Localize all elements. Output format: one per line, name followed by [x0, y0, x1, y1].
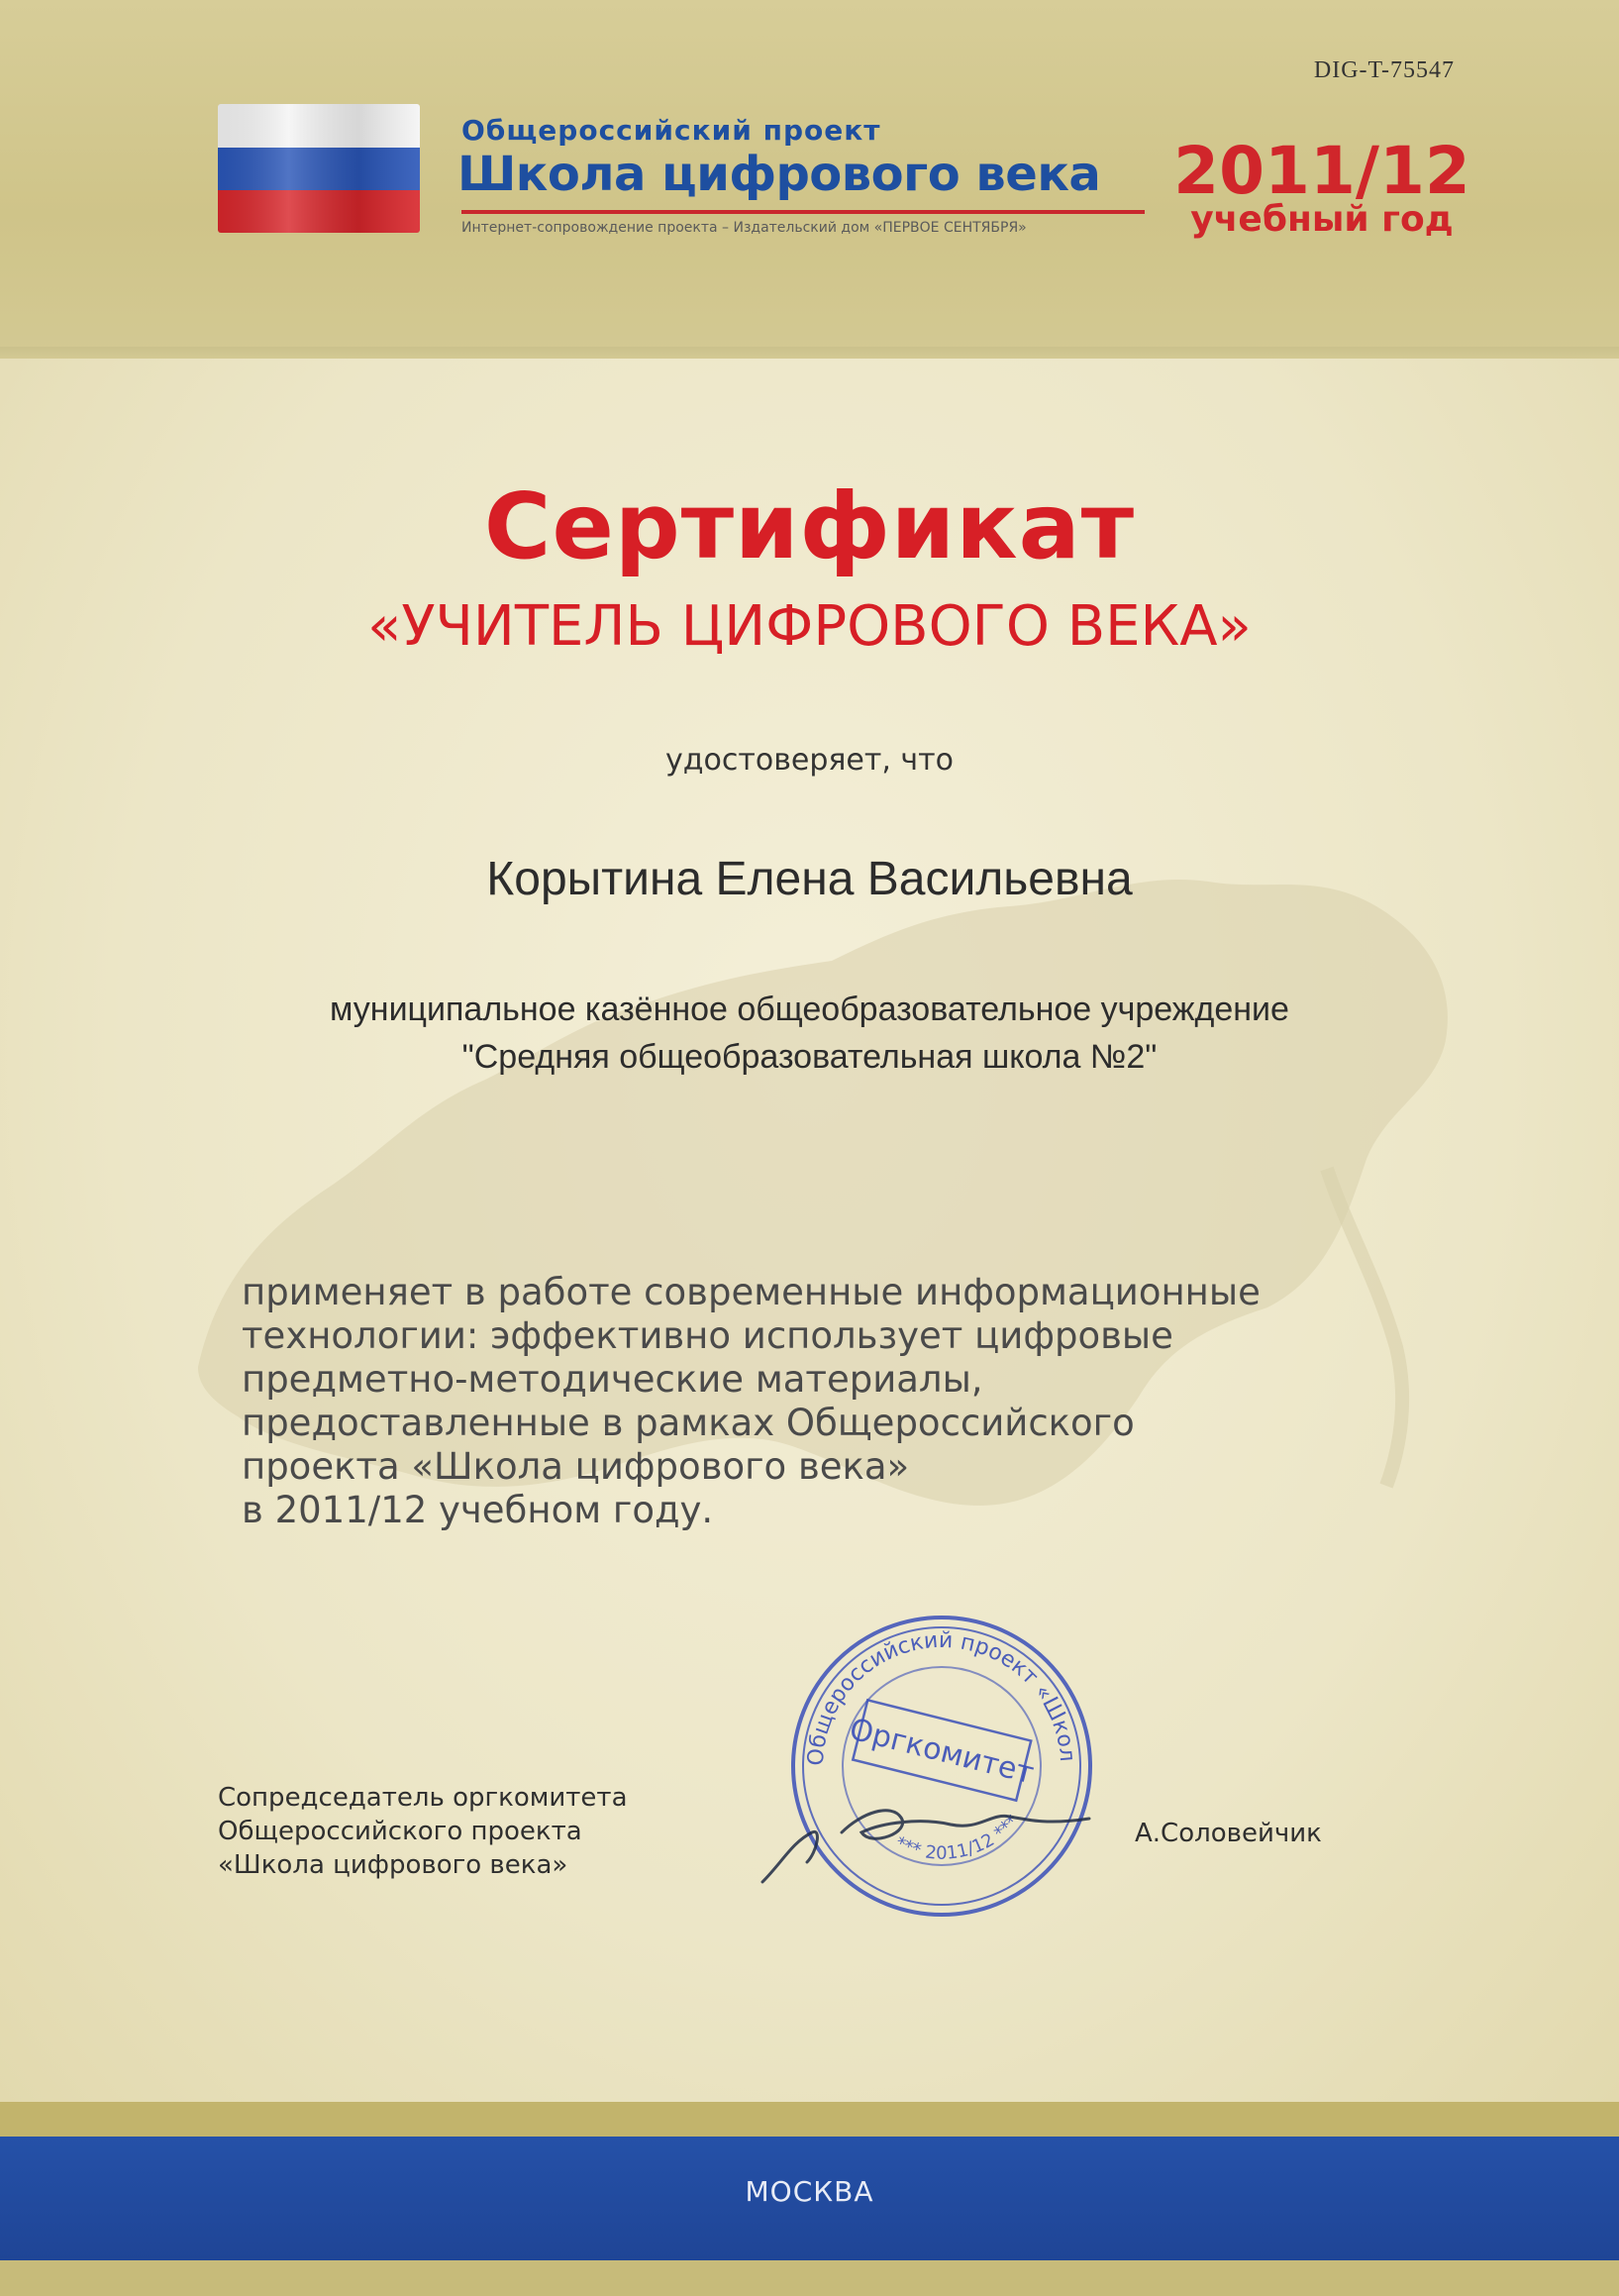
statement-line: применяет в работе современные информационные — [242, 1271, 1261, 1313]
statement-line: предметно-методические материалы, — [242, 1358, 983, 1401]
stamp-ring-text: Общероссийский проект «Школ — [803, 1627, 1080, 1767]
certificate-statement — [242, 1271, 1331, 1532]
footer-gold-band-bottom — [0, 2260, 1619, 2296]
project-name: Школа цифрового века — [457, 147, 1101, 202]
academic-year-label: учебный год — [1190, 199, 1454, 240]
certificate-subtitle: «УЧИТЕЛЬ ЦИФРОВОГО ВЕКА» — [367, 594, 1252, 659]
statement-line: технологии: эффективно использует цифровые — [242, 1314, 1173, 1357]
recipient-name: Корытина Елена Васильевна — [486, 853, 1133, 905]
academic-year: 2011/12 — [1173, 133, 1470, 209]
statement-line: в 2011/12 учебном году. — [242, 1489, 714, 1531]
header-divider — [461, 210, 1145, 214]
statement-line: предоставленные в рамках Общероссийского — [242, 1402, 1135, 1444]
document-code: DIG-T-75547 — [1313, 57, 1455, 83]
statement-line: проекта «Школа цифрового века» — [242, 1445, 910, 1488]
handwritten-signature — [753, 1773, 1109, 1892]
russian-flag-icon — [218, 104, 420, 233]
signatory-line: Сопредседатель оргкомитета — [218, 1783, 628, 1813]
organization-type: муниципальное казённое общеобразовательное учреждение — [330, 991, 1289, 1028]
project-label: Общероссийский проект — [461, 114, 881, 147]
signatory-name: А.Соловейчик — [1135, 1819, 1322, 1848]
certificate-title: Сертификат — [483, 473, 1136, 579]
support-line: Интернет-сопровождение проекта – Издательский дом «ПЕРВОЕ СЕНТЯБРЯ» — [461, 220, 1027, 236]
stamp-bottom-text: *** 2011/12 *** — [891, 1811, 1024, 1864]
footer-gold-band — [0, 2102, 1619, 2137]
signatory-title — [218, 1781, 628, 1882]
certifies-text: удостоверяет, что — [665, 743, 954, 778]
organization-name: "Средняя общеобразовательная школа №2" — [461, 1038, 1158, 1076]
signatory-line: Общероссийского проекта — [218, 1817, 582, 1846]
signatory-line: «Школа цифрового века» — [218, 1850, 568, 1880]
footer-city: МОСКВА — [745, 2175, 874, 2208]
stamp-center-text: Оргкомитет — [846, 1712, 1038, 1792]
